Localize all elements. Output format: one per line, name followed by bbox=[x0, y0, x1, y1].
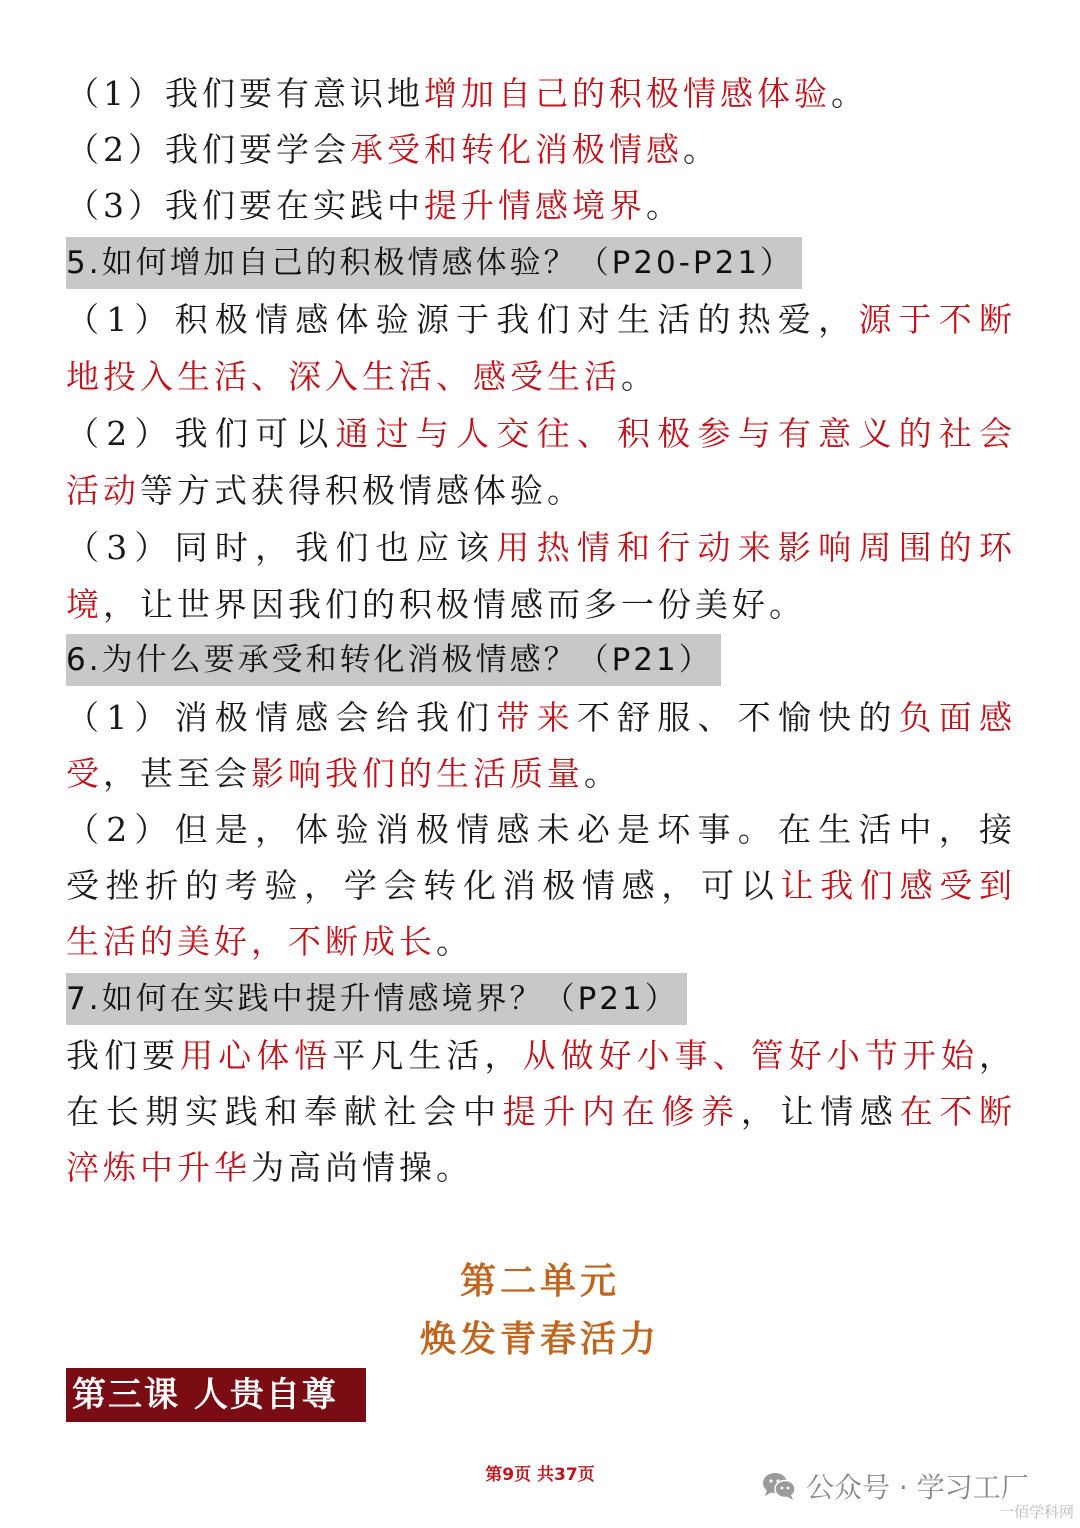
q6-line-3 bbox=[66, 802, 1012, 858]
emphasis-text: 生活的美好，不断成长 bbox=[66, 922, 436, 961]
q5-line-1 bbox=[66, 292, 1012, 348]
emphasis-text: 提升内在修养 bbox=[502, 1092, 741, 1131]
emphasis-text: 源于不断 bbox=[858, 300, 1012, 339]
emphasis-text: 在不断 bbox=[899, 1092, 1013, 1131]
emphasis-text: 带来 bbox=[496, 698, 577, 737]
q6-line-4 bbox=[66, 858, 1012, 914]
page-number: 第9页 共37页 bbox=[485, 1465, 595, 1485]
body-text: 不舒服、不愉快的 bbox=[576, 698, 899, 737]
body-text: 为高尚情操。 bbox=[251, 1148, 473, 1187]
body-text: 受挫折的考验，学会转化消极情感，可以 bbox=[66, 866, 781, 905]
body-text: 。 bbox=[683, 130, 720, 169]
question-7-heading: 7.如何在实践中提升情感境界？（P21） bbox=[66, 973, 687, 1025]
emphasis-text: 地投入生活、深入生活、感受生活 bbox=[66, 357, 621, 396]
q7-line-1 bbox=[66, 1028, 1012, 1084]
body-text: 在长期实践和奉献社会中 bbox=[66, 1092, 503, 1131]
q7-line-3 bbox=[66, 1140, 473, 1196]
emphasis-text: 通过与人交往、积极参与有意义的社会 bbox=[335, 414, 1013, 453]
emphasis-text: 活动 bbox=[66, 471, 140, 510]
q7-line-2 bbox=[66, 1084, 1012, 1140]
body-text: 。 bbox=[436, 922, 473, 961]
q6-line-5 bbox=[66, 914, 473, 970]
corner-watermark: 一佰学科网 bbox=[998, 1503, 1074, 1521]
body-text: 平凡生活， bbox=[332, 1036, 523, 1075]
emphasis-text: 负面感 bbox=[898, 698, 1013, 737]
intro-line-2 bbox=[66, 122, 720, 178]
lesson-title: 第三课 人贵自尊 bbox=[66, 1368, 366, 1422]
body-text: ，让情感 bbox=[740, 1092, 900, 1131]
emphasis-text: 承受和转化消极情感 bbox=[350, 130, 683, 169]
intro-line-3 bbox=[66, 178, 683, 234]
body-text: （2）我们可以 bbox=[66, 414, 336, 453]
body-text: 。 bbox=[584, 754, 621, 793]
q5-line-4 bbox=[66, 463, 584, 519]
q5-line-6 bbox=[66, 577, 806, 633]
emphasis-text: 提升情感境界 bbox=[424, 186, 646, 225]
watermark-text: 公众号 · 学习工厂 bbox=[806, 1471, 1029, 1504]
body-text: 。 bbox=[646, 186, 683, 225]
body-text: 我们要 bbox=[66, 1036, 181, 1075]
q5-line-5 bbox=[66, 520, 1012, 576]
emphasis-text: 从做好小事、管好小节开始 bbox=[522, 1036, 980, 1075]
body-text: ，甚至会 bbox=[103, 754, 251, 793]
q5-line-2 bbox=[66, 349, 658, 405]
emphasis-text: 让我们感受到 bbox=[780, 866, 1013, 905]
body-text: （1）我们要有意识地 bbox=[66, 74, 424, 113]
emphasis-text: 受 bbox=[66, 754, 103, 793]
wechat-icon bbox=[762, 1471, 796, 1501]
body-text: ， bbox=[979, 1036, 1013, 1075]
intro-line-1 bbox=[66, 66, 868, 122]
body-text: （3）同时，我们也应该 bbox=[66, 528, 497, 567]
body-text: 。 bbox=[831, 74, 868, 113]
body-text: ，让世界因我们的积极情感而多一份美好。 bbox=[103, 585, 806, 624]
emphasis-text: 境 bbox=[66, 585, 103, 624]
body-text: （2）但是，体验消极情感未必是坏事。在生活中，接 bbox=[66, 810, 1012, 849]
body-text: 。 bbox=[621, 357, 658, 396]
question-6-heading: 6.为什么要承受和转化消极情感？（P21） bbox=[66, 634, 721, 686]
body-text: （2）我们要学会 bbox=[66, 130, 350, 169]
emphasis-text: 影响我们的生活质量 bbox=[251, 754, 584, 793]
question-5-heading: 5.如何增加自己的积极情感体验？（P20-P21） bbox=[66, 237, 802, 289]
body-text: （1）积极情感体验源于我们对生活的热爱， bbox=[66, 300, 859, 339]
q6-line-1 bbox=[66, 690, 1012, 746]
unit-title: 焕发青春活力 bbox=[419, 1318, 660, 1360]
emphasis-text: 淬炼中升华 bbox=[66, 1148, 251, 1187]
emphasis-text: 用心体悟 bbox=[180, 1036, 333, 1075]
account-watermark bbox=[762, 1466, 1029, 1506]
q6-line-2 bbox=[66, 746, 621, 802]
emphasis-text: 用热情和行动来影响周围的环 bbox=[496, 528, 1012, 567]
body-text: （1）消极情感会给我们 bbox=[66, 698, 497, 737]
unit-number: 第二单元 bbox=[459, 1260, 620, 1302]
emphasis-text: 增加自己的积极情感体验 bbox=[424, 74, 831, 113]
body-text: （3）我们要在实践中 bbox=[66, 186, 424, 225]
body-text: 等方式获得积极情感体验。 bbox=[140, 471, 584, 510]
q5-line-3 bbox=[66, 406, 1012, 462]
